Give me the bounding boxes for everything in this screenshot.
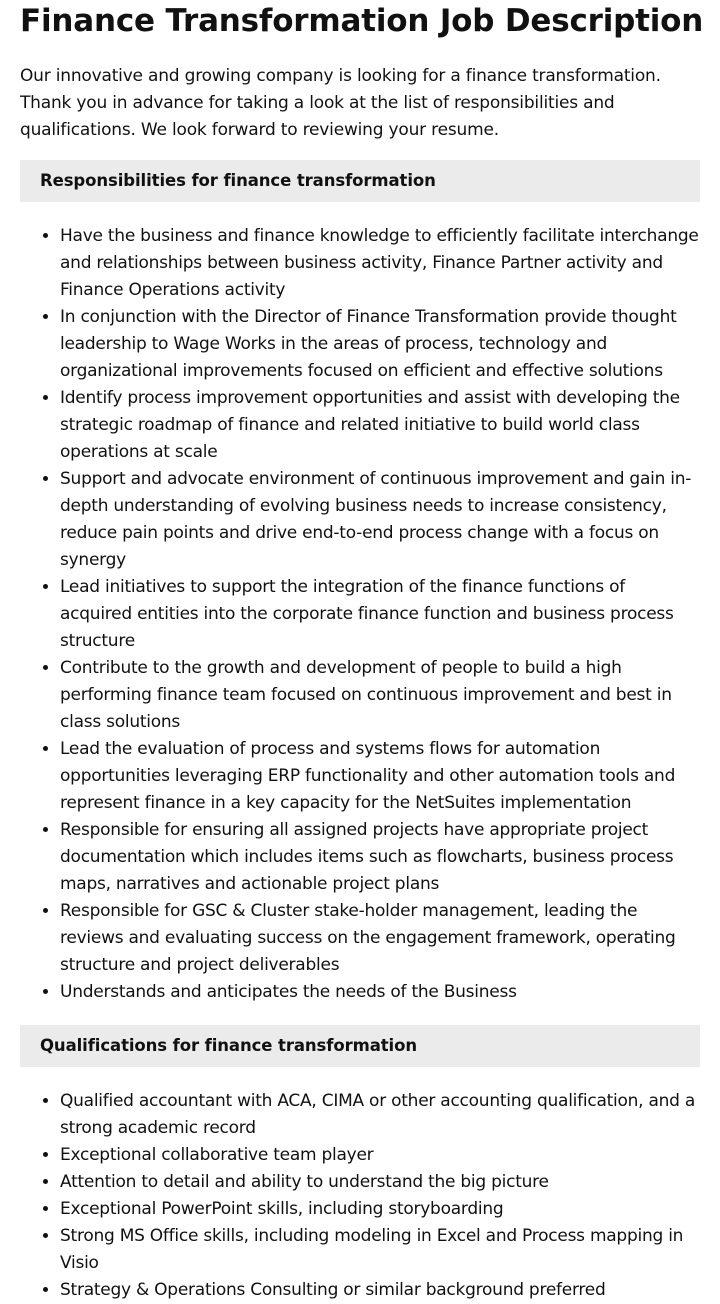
list-item: • Responsible for ensuring all assigned projects have appropriate project documentation which includes items such as flowcharts, business process maps, narratives and actionable project plans (60, 817, 700, 898)
page-title: Finance Transformation Job Description (20, 3, 704, 39)
list-item: • Exceptional PowerPoint skills, including storyboarding (60, 1196, 700, 1223)
list-item: • Identify process improvement opportunities and assist with developing the strategic roadmap of finance and related initiative to build world class operations at scale (60, 385, 700, 466)
responsibilities-list (20, 223, 700, 1006)
list-item: • Have the business and finance knowledge to efficiently facilitate interchange and relationships between business activity, Finance Partner activity and Finance Operations activity (60, 223, 700, 304)
list-item: • Lead the evaluation of process and systems flows for automation opportunities leveraging ERP functionality and other automation tools and represent finance in a key capacity for the NetSuites implementation (60, 736, 700, 817)
list-item: • In conjunction with the Director of Finance Transformation provide thought leadership to Wage Works in the areas of process, technology and organizational improvements focused on efficient and effective solutions (60, 304, 700, 385)
list-item: • Strategy & Operations Consulting or similar background preferred (60, 1277, 700, 1304)
list-item: • Understands and anticipates the needs of the Business (60, 979, 700, 1006)
intro-paragraph: Our innovative and growing company is looking for a finance transformation. Thank you in advance for taking a look at the list of responsibilities and qualifications. We look forward to reviewing your resume. (20, 66, 661, 140)
list-item: • Contribute to the growth and development of people to build a high performing finance team focused on continuous improvement and best in class solutions (60, 655, 700, 736)
responsibilities-heading: Responsibilities for finance transformation (20, 160, 700, 202)
list-item: • Attention to detail and ability to understand the big picture (60, 1169, 700, 1196)
qualifications-heading: Qualifications for finance transformation (20, 1025, 700, 1067)
list-item: • Qualified accountant with ACA, CIMA or other accounting qualification, and a strong academic record (60, 1088, 700, 1142)
list-item: • Lead initiatives to support the integration of the finance functions of acquired entities into the corporate finance function and business process structure (60, 574, 700, 655)
list-item: • Responsible for GSC & Cluster stake-holder management, leading the reviews and evaluating success on the engagement framework, operating structure and project deliverables (60, 898, 700, 979)
list-item: • Exceptional collaborative team player (60, 1142, 700, 1169)
list-item: • Strong MS Office skills, including modeling in Excel and Process mapping in Visio (60, 1223, 700, 1277)
list-item: • Support and advocate environment of continuous improvement and gain in-depth understanding of evolving business needs to increase consistency, reduce pain points and drive end-to-end process change with a focus on synergy (60, 466, 700, 574)
qualifications-list (20, 1088, 700, 1304)
